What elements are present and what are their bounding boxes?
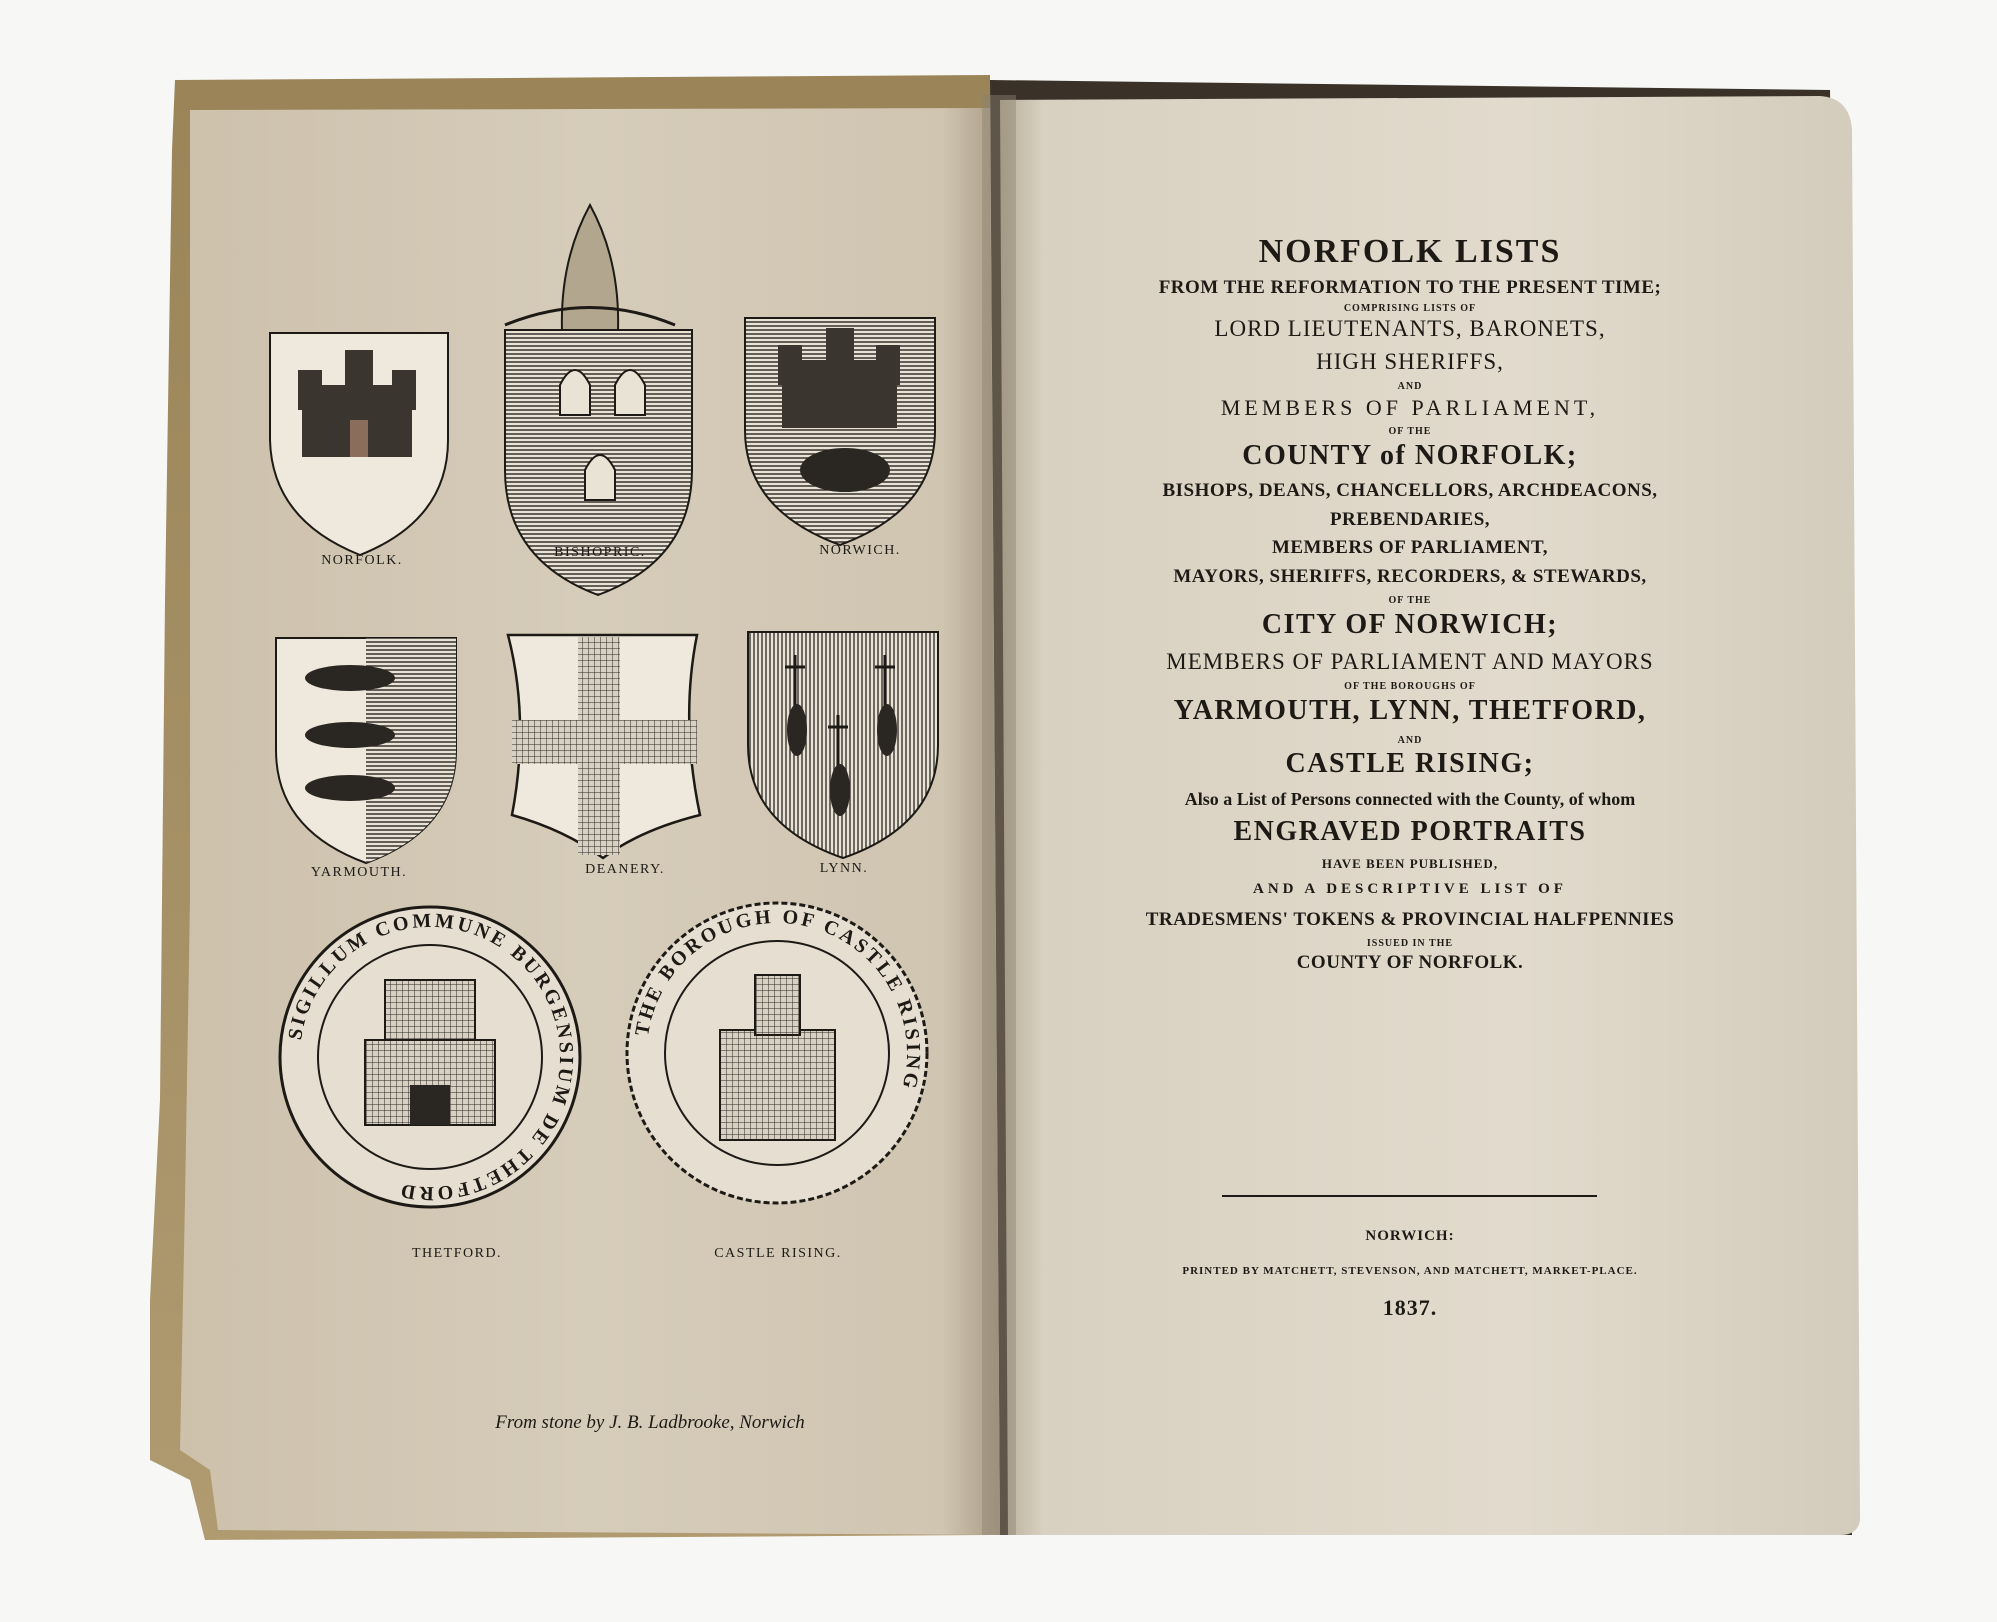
title-line: OF THE BOROUGHS OF bbox=[1344, 681, 1476, 693]
imprint-rule bbox=[1222, 1195, 1597, 1197]
title-line: MEMBERS OF PARLIAMENT AND MAYORS bbox=[1166, 648, 1654, 674]
title-line: AND A DESCRIPTIVE LIST OF bbox=[1253, 881, 1567, 898]
title-line: AND bbox=[1397, 381, 1423, 393]
title-line: COMPRISING LISTS OF bbox=[1343, 302, 1477, 314]
caption-deanery: DEANERY. bbox=[585, 862, 665, 877]
title-line: CITY OF NORWICH; bbox=[1261, 608, 1559, 640]
title-page-text bbox=[1080, 232, 1740, 981]
castle-rising-seal-legend: THE BOROUGH OF CASTLE RISING bbox=[631, 905, 925, 1094]
title-line: PREBENDARIES, bbox=[1329, 508, 1491, 530]
title-line: OF THE bbox=[1388, 595, 1432, 607]
thetford-seal-legend: SIGILLUM COMMUNE BURGENSIUM DE THETFORD bbox=[284, 909, 578, 1205]
lithographer-credit: From stone by J. B. Ladbrooke, Norwich bbox=[495, 1412, 805, 1433]
title-line: CASTLE RISING; bbox=[1285, 748, 1535, 780]
title-line: LORD LIEUTENANTS, BARONETS, bbox=[1214, 316, 1606, 342]
title-line: Also a List of Persons connected with the County, of whom bbox=[1184, 788, 1636, 809]
caption-lynn: LYNN. bbox=[819, 861, 869, 876]
caption-castle-rising: CASTLE RISING. bbox=[714, 1246, 842, 1261]
caption-norwich: NORWICH. bbox=[819, 543, 901, 558]
title-line: MAYORS, SHERIFFS, RECORDERS, & STEWARDS, bbox=[1173, 566, 1647, 588]
title-line: MEMBERS OF PARLIAMENT, bbox=[1220, 394, 1600, 420]
caption-bishopric: BISHOPRIC. bbox=[554, 545, 646, 560]
title-line: MEMBERS OF PARLIAMENT, bbox=[1271, 537, 1549, 559]
title-line: AND bbox=[1397, 734, 1423, 746]
title-line: ISSUED IN THE bbox=[1366, 937, 1454, 949]
title-line: COUNTY of NORFOLK; bbox=[1242, 439, 1578, 471]
imprint bbox=[1100, 1228, 1720, 1321]
title-line: YARMOUTH, LYNN, THETFORD, bbox=[1173, 694, 1647, 726]
title-line: FROM THE REFORMATION TO THE PRESENT TIME; bbox=[1158, 277, 1662, 299]
title-line: BISHOPS, DEANS, CHANCELLORS, ARCHDEACONS, bbox=[1162, 479, 1658, 501]
title-line: OF THE bbox=[1388, 426, 1432, 438]
title-line: ENGRAVED PORTRAITS bbox=[1233, 816, 1587, 848]
title-line: TRADESMENS' TOKENS & PROVINCIAL HALFPENNIES bbox=[1145, 908, 1675, 930]
imprint-place: NORWICH: bbox=[1365, 1228, 1455, 1244]
caption-norfolk: NORFOLK. bbox=[321, 553, 403, 568]
title-line: HIGH SHERIFFS, bbox=[1316, 348, 1504, 374]
imprint-printer: PRINTED BY MATCHETT, STEVENSON, AND MATCHETT, MARKET-PLACE. bbox=[1182, 1265, 1638, 1277]
title-line: HAVE BEEN PUBLISHED, bbox=[1321, 855, 1499, 871]
imprint-year: 1837. bbox=[1382, 1295, 1438, 1320]
caption-thetford: THETFORD. bbox=[411, 1246, 503, 1261]
caption-yarmouth: YARMOUTH. bbox=[310, 865, 408, 880]
title-line: COUNTY OF NORFOLK. bbox=[1296, 952, 1524, 974]
gutter bbox=[982, 95, 1016, 1535]
book-title: NORFOLK LISTS bbox=[1258, 233, 1562, 270]
castle-rising-seal-icon bbox=[627, 903, 927, 1203]
thetford-seal-icon bbox=[280, 907, 580, 1207]
